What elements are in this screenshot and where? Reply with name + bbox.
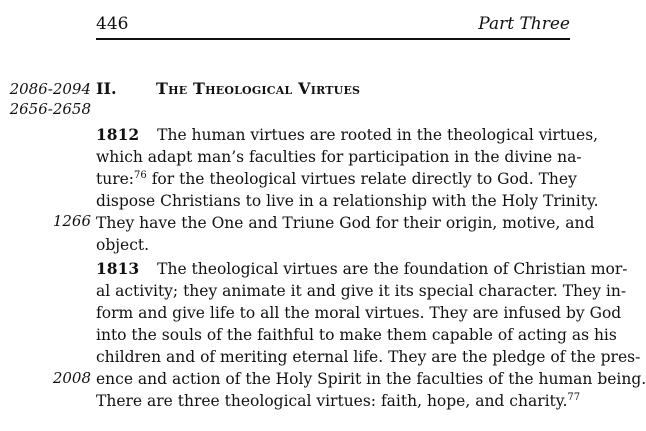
paragraph-line: al activity; they animate it and give it its special character. They in- [96,282,627,300]
section-numeral: II. [96,79,117,98]
paragraph-line: 1813 The theological virtues are the foundation of Christian mor- [96,259,628,278]
section-title: The Theological Virtues [156,79,361,98]
paragraph-line: 1812 The human virtues are rooted in the theological virtues, [96,125,599,144]
paragraph-line: form and give life to all the moral virtues. They are infused by God [96,304,622,322]
paragraph-line: object. [96,236,150,254]
part-title: Part Three [478,14,570,34]
paragraph-number: 1813 [96,259,140,278]
page-number: 446 [96,14,129,34]
margin-reference: 1266 [52,212,91,230]
header-rule [96,38,570,40]
paragraph-line: ence and action of the Holy Spirit in the faculties of the human being. [96,370,646,388]
paragraph-line: dispose Christians to live in a relationship with the Holy Trinity. [96,192,599,210]
margin-reference: 2008 [52,369,91,387]
margin-reference: 2656-2658 [9,100,91,118]
footnote-ref[interactable]: 76 [134,169,147,181]
footnote-ref[interactable]: 77 [567,391,581,403]
paragraph-line: They have the One and Triune God for their origin, motive, and [96,214,595,232]
paragraph-number: 1812 [96,125,140,144]
paragraph-1812 [96,124,599,256]
paragraph-line: which adapt man’s faculties for participation in the divine na- [96,148,582,166]
paragraph-line: ture:$^{76}$ for the theological virtues relate directly to God. They [96,169,577,188]
margin-reference: 2086-2094 [9,80,91,98]
paragraph-1813 [96,258,646,412]
paragraph-line: children and of meriting eternal life. They are the pledge of the pres- [96,348,641,366]
paragraph-line: into the souls of the faithful to make them capable of acting as his [96,326,617,344]
paragraph-line: There are three theological virtues: faith, hope, and charity.$^{77}$ [96,391,581,410]
